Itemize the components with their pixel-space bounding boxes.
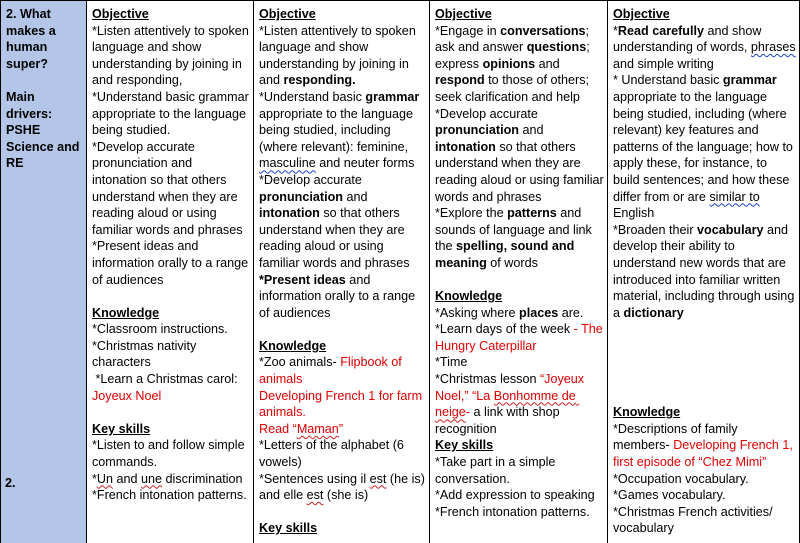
skill-item: *French intonation patterns. — [435, 504, 590, 519]
objective-item: *Read carefully and show understanding of words, phrases and simple writing — [613, 23, 800, 71]
key-skills-heading: Key skills — [435, 438, 494, 453]
knowledge-item: *Asking where places are. — [435, 305, 584, 320]
knowledge-heading: Knowledge — [259, 338, 327, 353]
objective-heading: Objective — [435, 7, 492, 21]
column-1 — [87, 0, 254, 543]
knowledge-item: *Time — [435, 355, 468, 370]
knowledge-item: *Christmas nativity characters — [92, 338, 200, 370]
column-4 — [608, 0, 800, 543]
driver-science-re: Science and RE — [6, 139, 83, 171]
knowledge-heading: Knowledge — [92, 305, 160, 320]
table-border — [0, 0, 1, 543]
unit-title: 2. What makes a human super? — [6, 7, 60, 71]
knowledge-item: *Learn a Christmas carol: — [92, 372, 242, 387]
objective-item: *Develop accurate pronunciation and intonation so that others understand when they are reading aloud or using familiar words and phrases — [92, 139, 243, 237]
objective-item: *Listen attentively to spoken language and show understanding by joining in and responding. — [259, 23, 420, 88]
knowledge-resource: Read “Maman” — [259, 421, 344, 436]
column-3 — [430, 0, 608, 543]
objective-item: * Understand basic grammar appropriate to the language being studied, including (where relevant) key features and patterns of the language; how to apply these, for instance, to build sentences; and how these differ from or are similar to English — [613, 73, 797, 221]
objective-item: *Present ideas and information orally to a range of audiences — [92, 239, 252, 287]
knowledge-item: *Learn days of the week - The Hungry Caterpillar — [435, 322, 607, 353]
objective-item: *Present ideas and information orally to a range of audiences — [259, 272, 419, 320]
main-drivers-label: Main drivers: — [6, 89, 53, 121]
knowledge-heading: Knowledge — [435, 289, 503, 304]
knowledge-item: *Classroom instructions. — [92, 322, 228, 337]
knowledge-item: *Occupation vocabulary. — [613, 471, 749, 486]
knowledge-heading: Knowledge — [613, 405, 681, 420]
knowledge-item: *Descriptions of family members- Developing French 1, first episode of “Chez Mimi” — [613, 421, 797, 470]
objective-heading: Objective — [259, 7, 316, 21]
row-2-label: 2. — [5, 476, 16, 490]
objective-item: *Explore the patterns and sounds of language and link the spelling, sound and meaning of words — [435, 206, 596, 270]
objective-item: *Engage in conversations; ask and answer questions; express opinions and respond to those of others; seek clarification and help — [435, 23, 594, 104]
knowledge-item: *Sentences using il est (he is) and elle est (she is) — [259, 471, 429, 503]
skill-item: *Add expression to speaking — [435, 488, 595, 503]
key-skills-heading: Key skills — [92, 421, 151, 436]
objective-item: *Understand basic grammar appropriate to the language being studied, including (where relevant): feminine, masculine and neuter forms — [259, 89, 423, 171]
column-divider — [607, 0, 608, 543]
column-divider — [253, 0, 254, 543]
objective-item: *Listen attentively to spoken language and show understanding by joining in and responding, — [92, 23, 253, 88]
table-top-border — [0, 0, 800, 1]
skill-item-un-une: *Un and une discrimination — [92, 471, 243, 486]
knowledge-resource: Developing French 1 for farm animals. — [259, 388, 426, 420]
skill-item: *Listen to and follow simple commands. — [92, 438, 249, 470]
objective-item: *Develop accurate pronunciation and intonation so that others understand when they are reading aloud or using familiar words and phrases — [259, 172, 410, 270]
knowledge-item: *Zoo animals- Flipbook of animals — [259, 355, 406, 387]
key-skills-heading: Key skills — [259, 521, 318, 536]
knowledge-item: *Letters of the alphabet (6 vowels) — [259, 438, 408, 470]
skill-item: *Take part in a simple conversation. — [435, 455, 559, 486]
knowledge-item: *Christmas lesson “Joyeux Noel,” “La Bonhomme de neige- a link with shop recognition — [435, 372, 588, 436]
carol-title: Joyeux Noel — [92, 388, 162, 403]
driver-pshe: PSHE — [6, 123, 41, 138]
skill-item: *French intonation patterns. — [92, 488, 247, 503]
column-divider — [86, 0, 87, 543]
objective-heading: Objective — [613, 7, 670, 21]
objective-item: *Develop accurate pronunciation and intonation so that others understand when they are reading aloud or using familiar words and phrases — [435, 106, 608, 204]
objective-item: *Understand basic grammar appropriate to the language being studied. — [92, 89, 253, 138]
knowledge-item: *Christmas French activities/ vocabulary — [613, 504, 777, 536]
column-divider — [429, 0, 430, 543]
knowledge-item: *Games vocabulary. — [613, 488, 726, 503]
objective-heading: Objective — [92, 7, 149, 21]
side-label-column — [0, 0, 87, 543]
column-2 — [254, 0, 430, 543]
objective-item: *Broaden their vocabulary and develop their ability to understand new words that are introduced into familiar written material, including through using a dictionary — [613, 222, 798, 320]
